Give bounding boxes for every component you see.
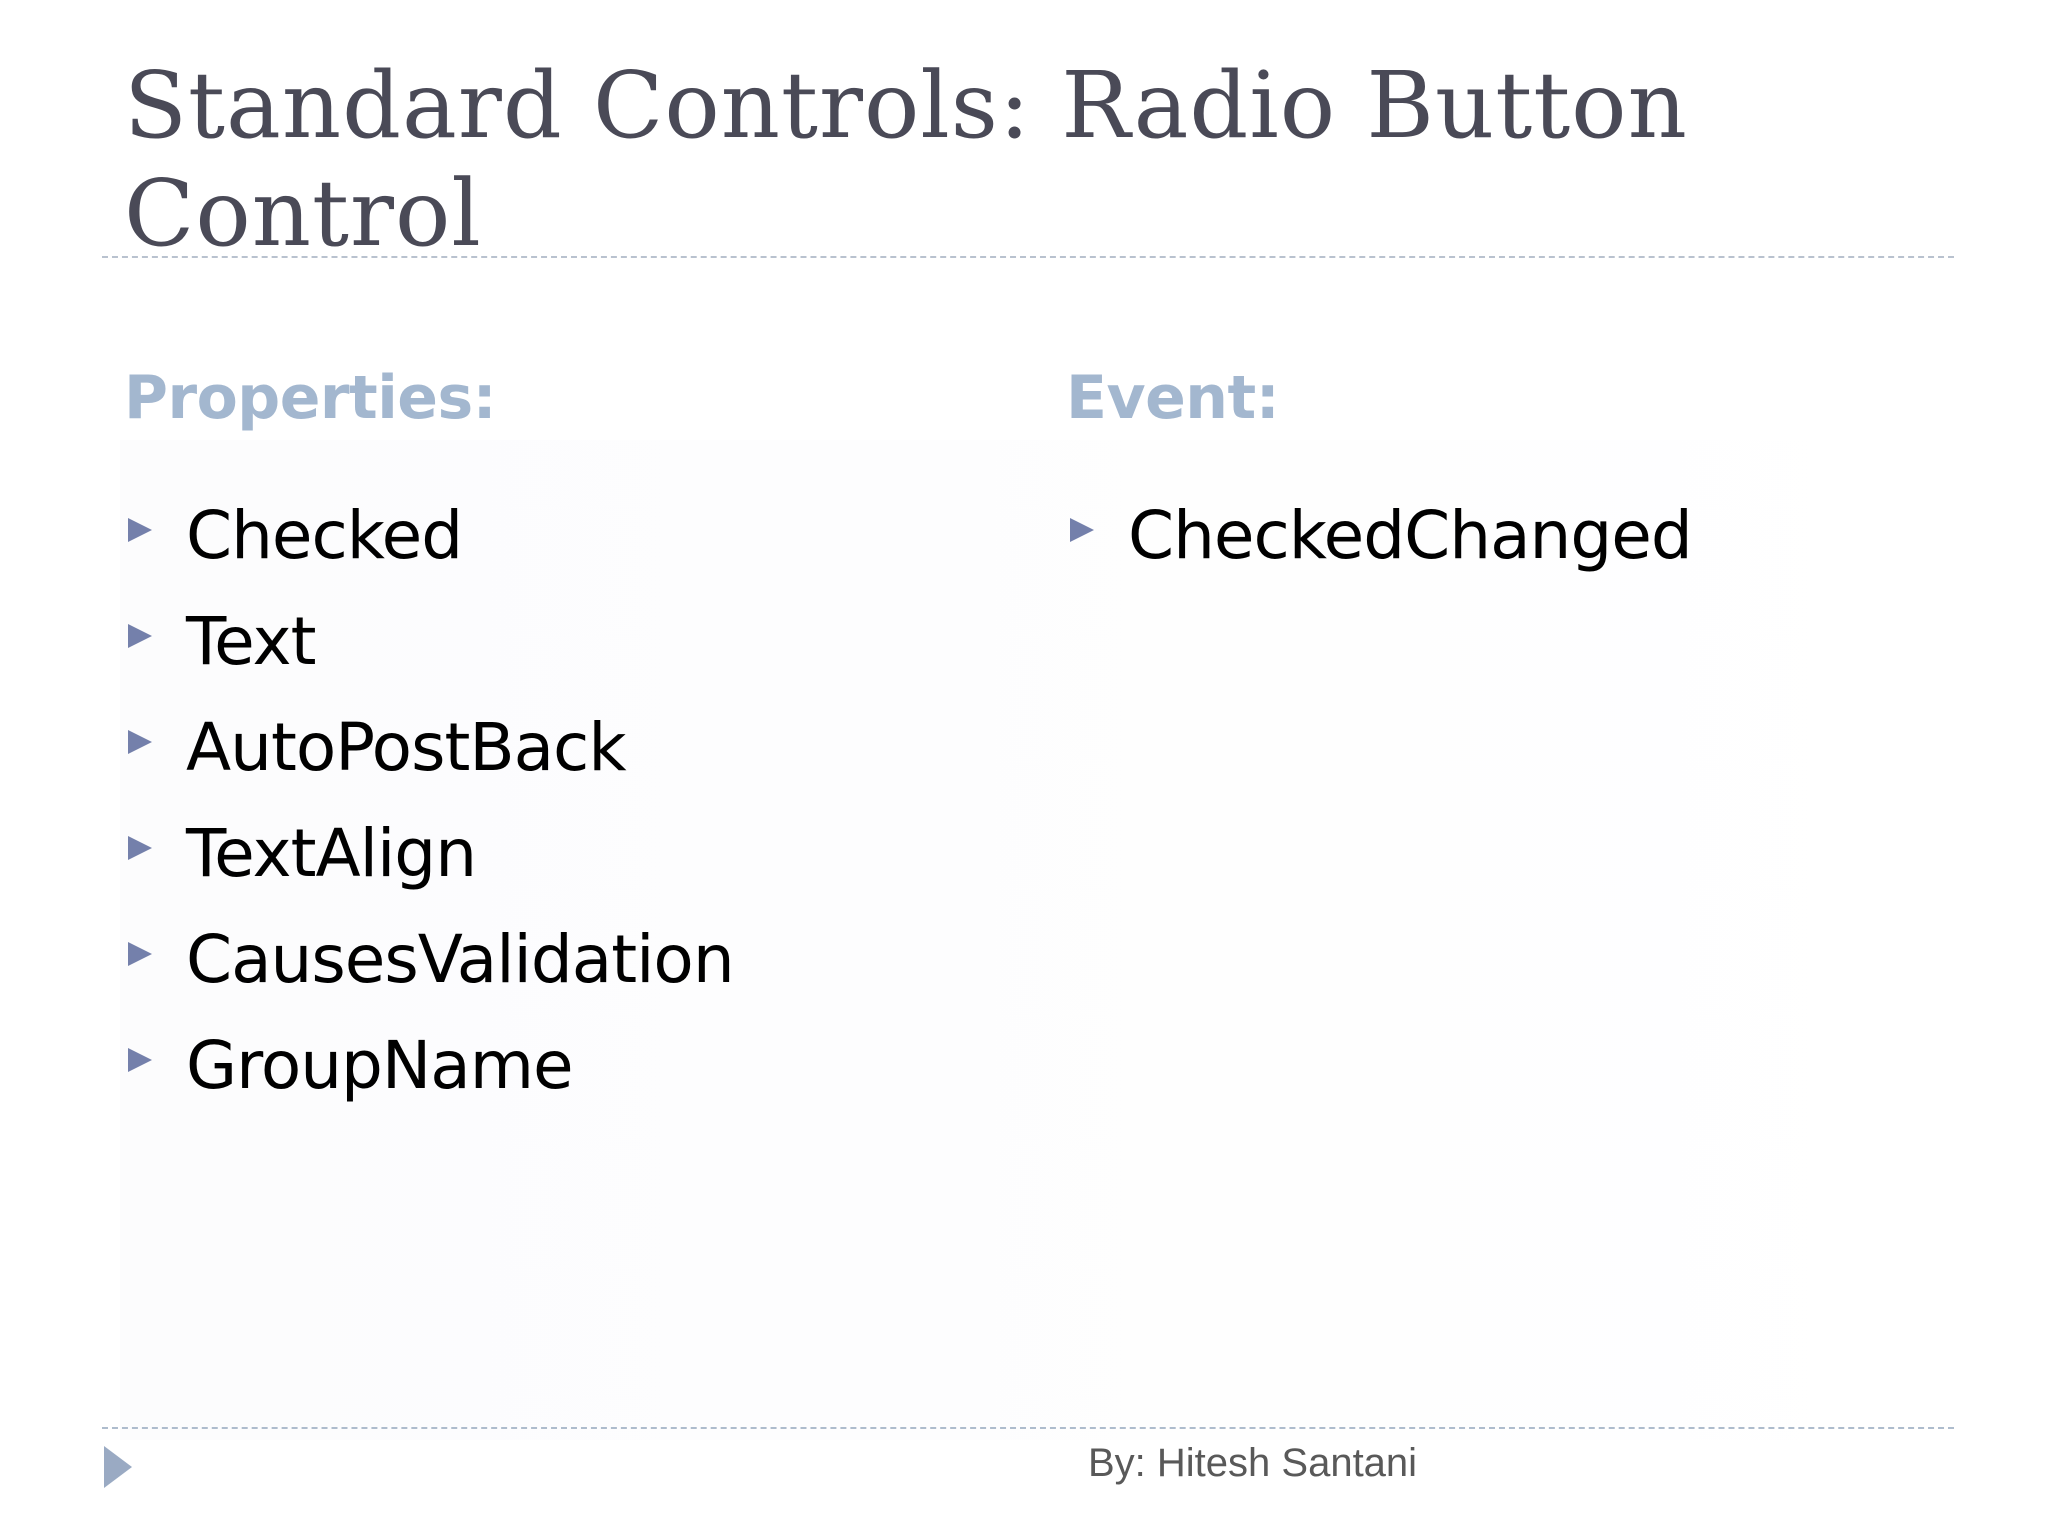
triangle-right-icon [128,836,152,860]
properties-list [124,496,734,1132]
property-item-text [124,602,734,708]
title-divider [102,256,1954,258]
property-label: GroupName [186,1027,573,1104]
property-item-textalign [124,814,734,920]
properties-column [124,358,1024,1104]
property-label: AutoPostBack [186,709,626,786]
property-label: TextAlign [186,815,477,892]
events-column [1066,358,1926,574]
footer-triangle-icon [104,1446,132,1488]
property-label: Checked [186,497,463,574]
triangle-right-icon [128,1048,152,1072]
events-list [1066,496,1692,602]
triangle-right-icon [128,624,152,648]
triangle-right-icon [1070,518,1094,542]
properties-heading: Properties: [124,363,497,433]
slide-title: Standard Controls: Radio Button Control [124,52,1688,267]
property-label: CausesValidation [186,921,734,998]
triangle-right-icon [128,518,152,542]
events-heading: Event: [1066,363,1280,433]
property-item-causesvalidation [124,920,734,1026]
event-item-checkedchanged [1066,496,1692,602]
footer-author: By: Hitesh Santani [1088,1441,1418,1485]
triangle-right-icon [128,942,152,966]
event-label: CheckedChanged [1128,497,1692,574]
property-label: Text [186,603,316,680]
property-item-checked [124,496,734,602]
triangle-right-icon [128,730,152,754]
footer-divider [102,1427,1954,1429]
property-item-autopostback [124,708,734,814]
property-item-groupname [124,1026,734,1132]
